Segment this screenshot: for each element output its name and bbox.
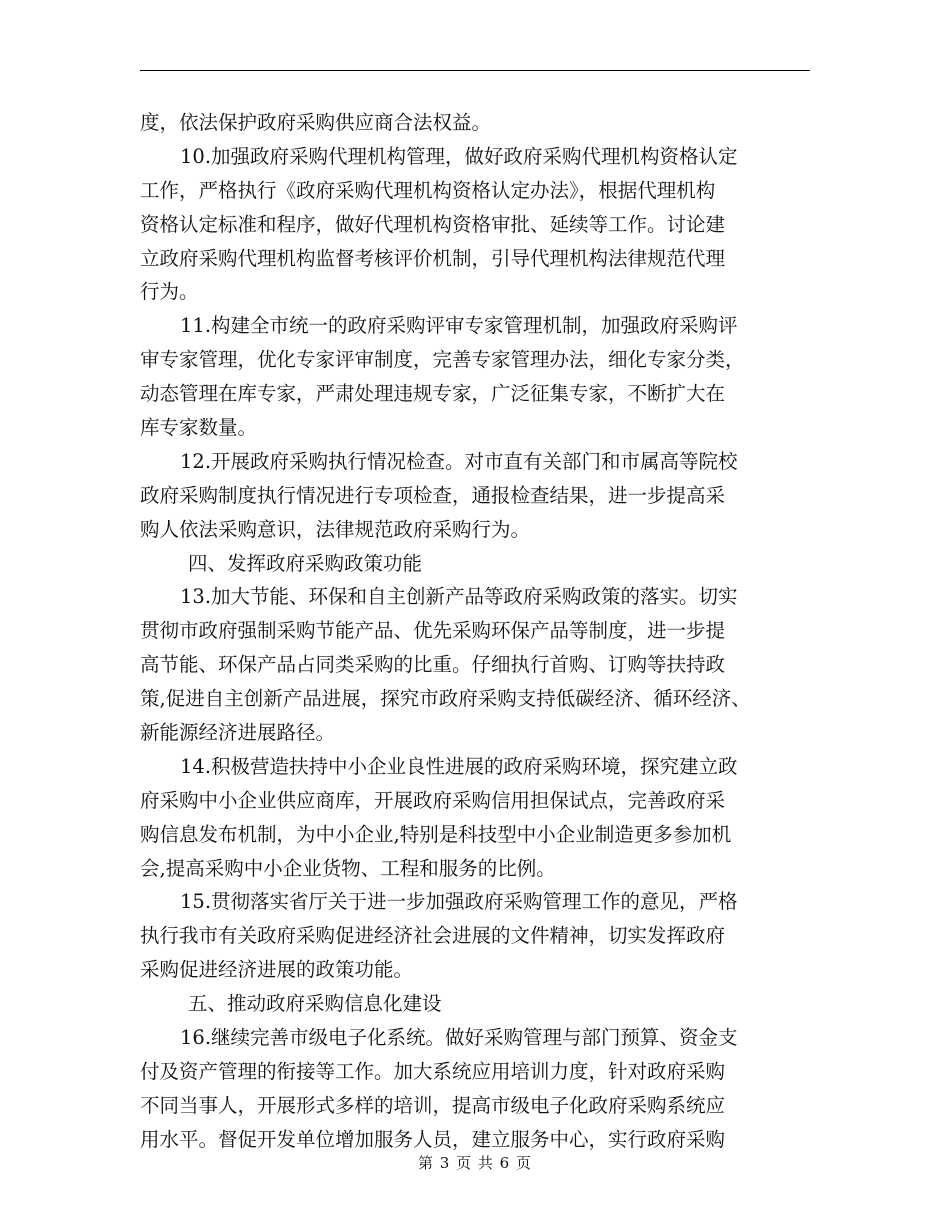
paragraph-line: 高节能、环保产品占同类采购的比重。仔细执行首购、订购等扶持政 <box>140 653 726 677</box>
paragraph-line: 库专家数量。 <box>140 416 258 440</box>
paragraph-line: 购人依法采购意识，法律规范政府采购行为。 <box>140 517 531 541</box>
paragraph-line: 不同当事人，开展形式多样的培训，提高市级电子化政府采购系统应 <box>140 1093 726 1117</box>
paragraph-line: 10.加强政府采购代理机构管理，做好政府采购代理机构资格认定 <box>180 144 738 168</box>
paragraph-line: 审专家管理，优化专家评审制度，完善专家管理办法，细化专家分类， <box>140 348 745 372</box>
paragraph-line: 四、发挥政府采购政策功能 <box>188 551 423 575</box>
paragraph-line: 付及资产管理的衔接等工作。加大系统应用培训力度，针对政府采购 <box>140 1059 726 1083</box>
paragraph-line: 购信息发布机制，为中小企业,特别是科技型中小企业制造更多参加机 <box>140 822 732 846</box>
paragraph-line: 工作，严格执行《政府采购代理机构资格认定办法》，根据代理机构 <box>140 178 716 202</box>
paragraph-line: 执行我市有关政府采购促进经济社会进展的文件精神，切实发挥政府 <box>140 924 726 948</box>
header-rule <box>140 70 810 71</box>
paragraph-line: 14.积极营造扶持中小企业良性进展的政府采购环境，探究建立政 <box>180 754 738 778</box>
paragraph-line: 15.贯彻落实省厅关于进一步加强政府采购管理工作的意见，严格 <box>180 890 738 914</box>
paragraph-line: 府采购中小企业供应商库，开展政府采购信用担保试点，完善政府采 <box>140 788 726 812</box>
document-body <box>140 106 820 1157</box>
paragraph-line: 用水平。督促开发单位增加服务人员，建立服务中心，实行政府采购 <box>140 1127 726 1151</box>
paragraph-line: 12.开展政府采购执行情况检查。对市直有关部门和市属高等院校 <box>180 449 738 473</box>
paragraph-line: 政府采购制度执行情况进行专项检查，通报检查结果，进一步提高采 <box>140 483 726 507</box>
paragraph-line: 11.构建全市统一的政府采购评审专家管理机制，加强政府采购评 <box>180 314 738 338</box>
paragraph-line: 新能源经济进展路径。 <box>140 721 336 745</box>
paragraph-line: 13.加大节能、环保和自主创新产品等政府采购政策的落实。切实 <box>180 585 738 609</box>
paragraph-line: 度，依法保护政府采购供应商合法权益。 <box>140 111 492 134</box>
paragraph-line: 会,提高采购中小企业货物、工程和服务的比例。 <box>140 856 556 880</box>
paragraph-line: 动态管理在库专家，严肃处理违规专家，广泛征集专家，不断扩大在 <box>140 382 726 406</box>
paragraph-line: 五、推动政府采购信息化建设 <box>188 992 442 1016</box>
page-number-footer: 第 3 页 共 6 页 <box>418 1154 532 1172</box>
paragraph-line: 资格认定标准和程序，做好代理机构资格审批、延续等工作。讨论建 <box>140 212 726 236</box>
paragraph-line: 贯彻市政府强制采购节能产品、优先采购环保产品等制度，进一步提 <box>140 619 726 643</box>
paragraph-line: 立政府采购代理机构监督考核评价机制，引导代理机构法律规范代理 <box>140 246 726 270</box>
paragraph-line: 策,促进自主创新产品进展，探究市政府采购支持低碳经济、循环经济、 <box>140 687 751 711</box>
paragraph-line: 16.继续完善市级电子化系统。做好采购管理与部门预算、资金支 <box>180 1026 738 1050</box>
paragraph-line: 采购促进经济进展的政策功能。 <box>140 958 414 982</box>
paragraph-line: 行为。 <box>140 280 199 304</box>
